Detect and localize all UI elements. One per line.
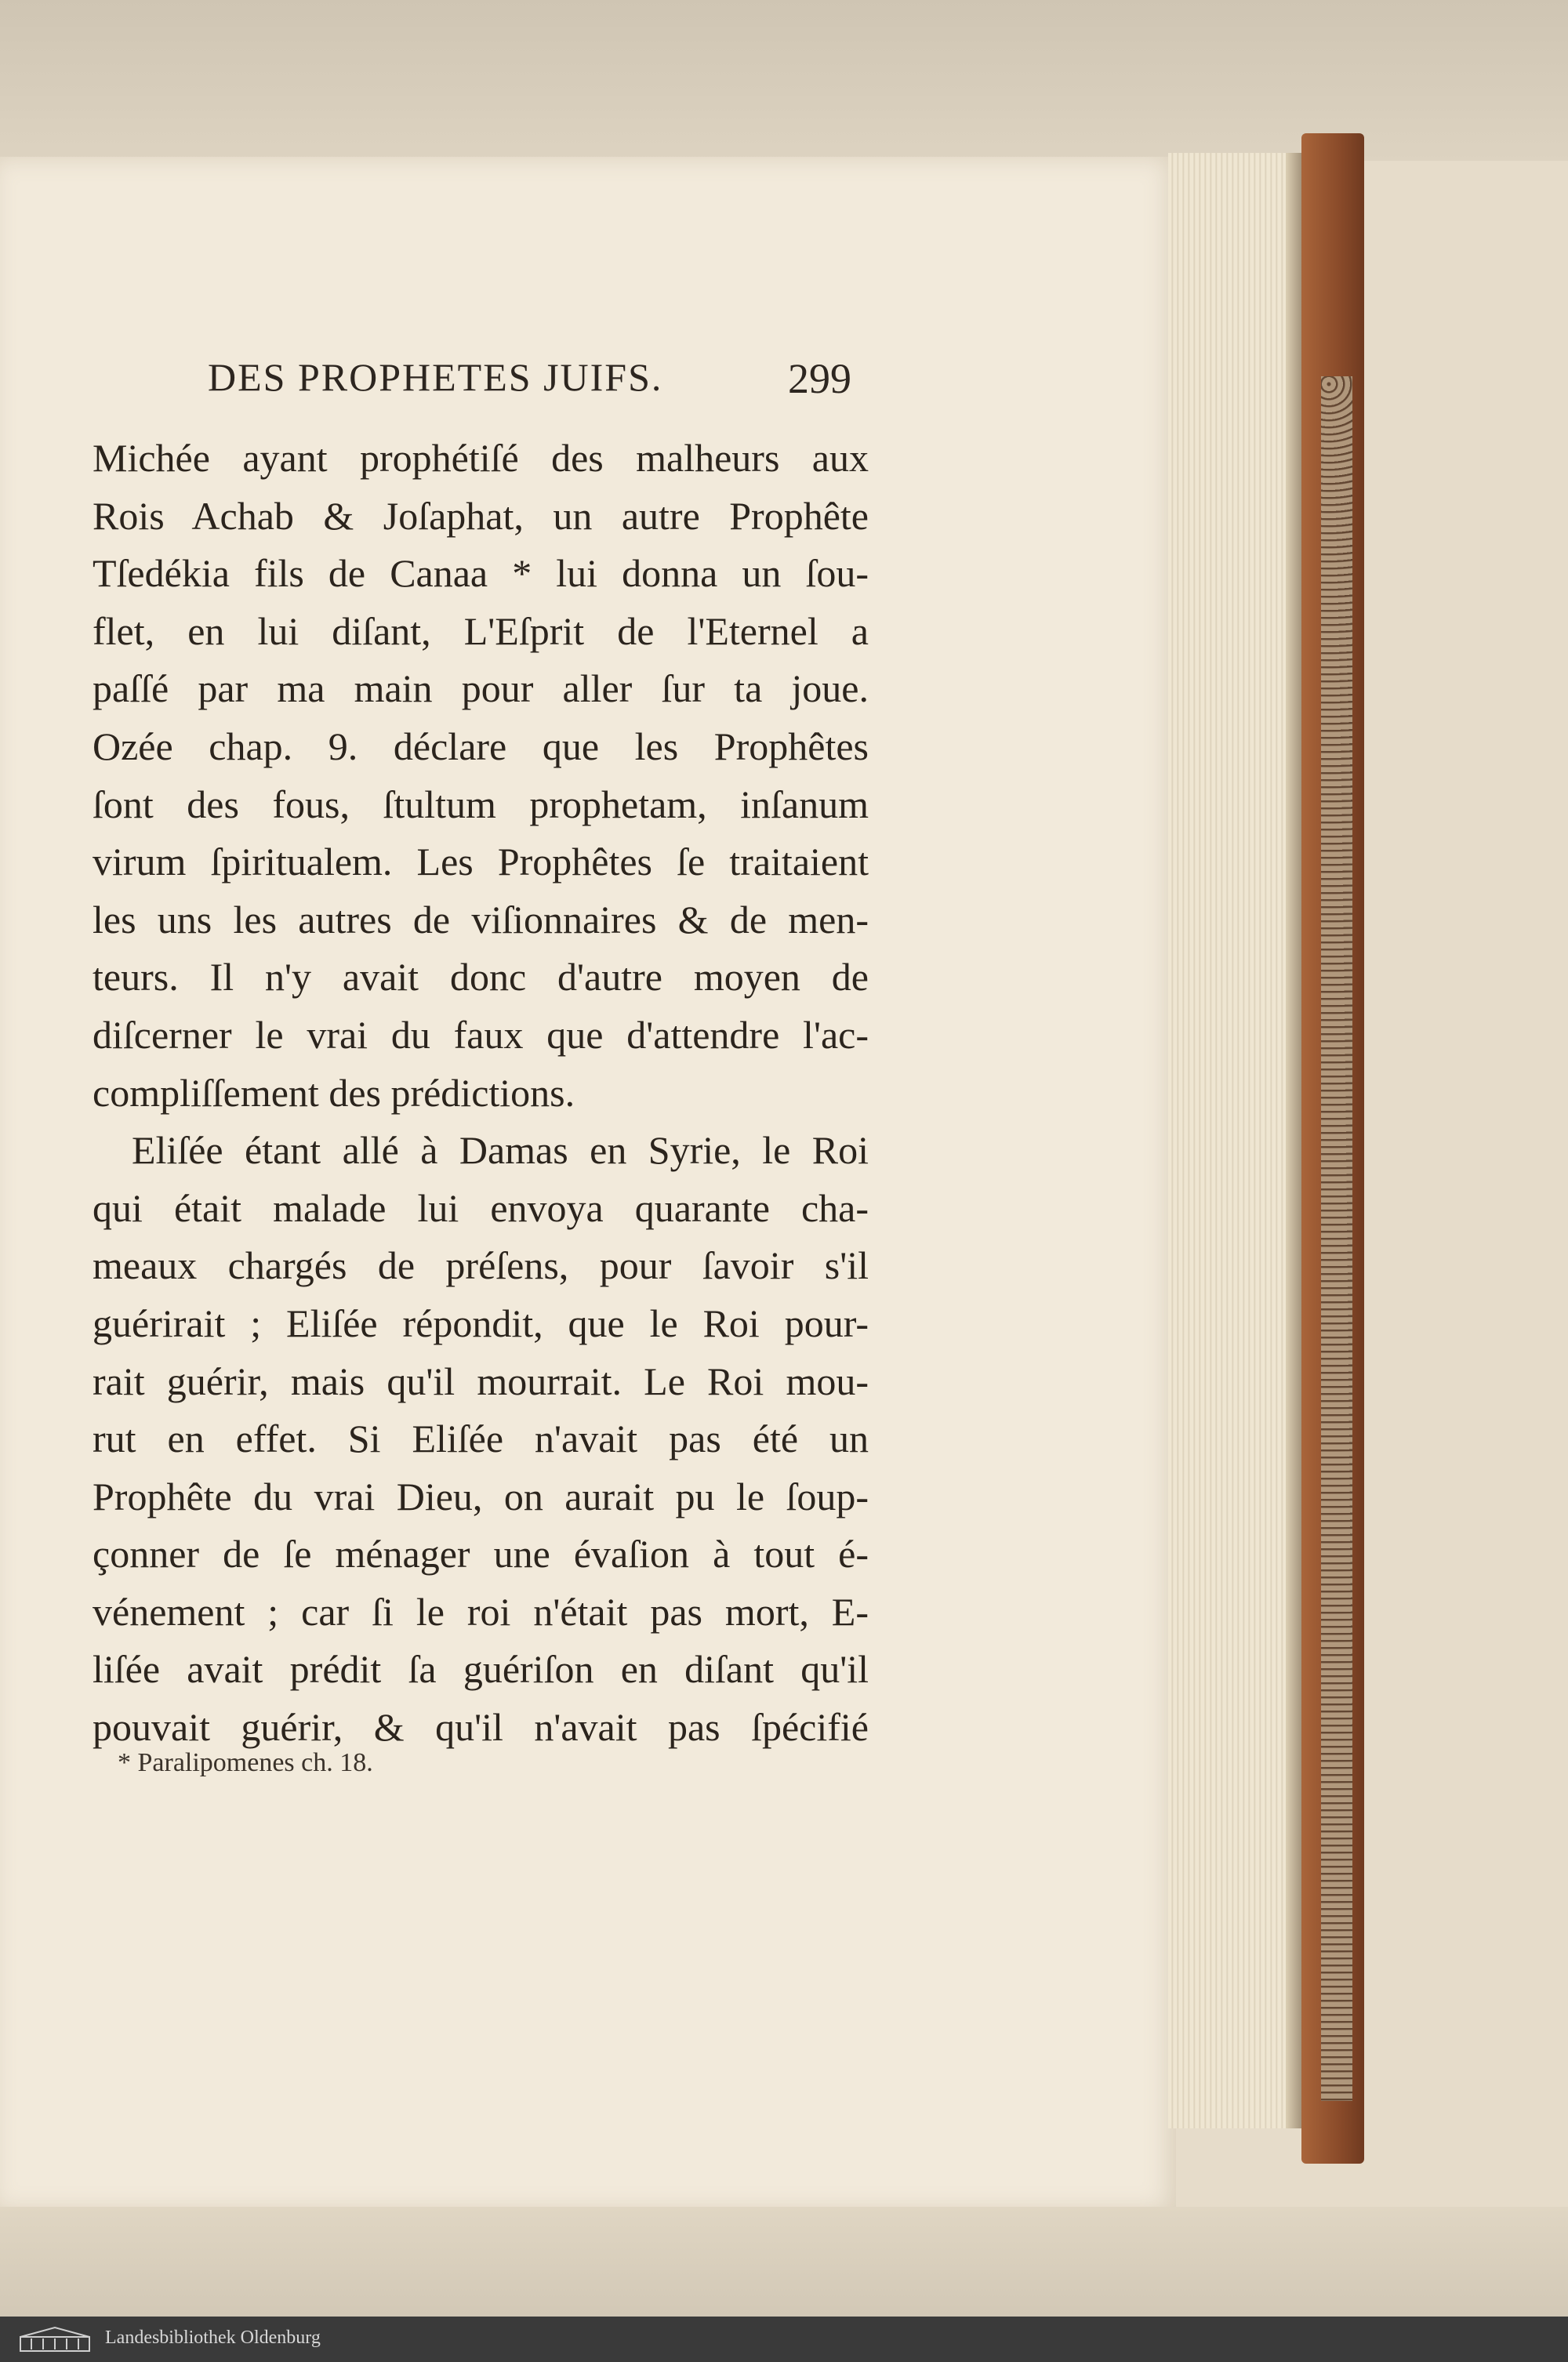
text-line: Ozée chap. 9. déclare que les Prophêtes — [93, 724, 869, 768]
text-line: Tſedékia fils de Canaa * lui donna un ſou- — [93, 551, 869, 596]
text-line: qui était malade lui envoya quarante cha- — [93, 1185, 869, 1230]
text-line: diſcerner le vrai du faux que d'attendre l'ac- — [93, 1012, 869, 1057]
library-name: Landesbibliothek Oldenburg — [105, 2328, 321, 2348]
text-line: virum ſpiritualem. Les Prophêtes ſe traitaient — [93, 840, 869, 884]
library-building-icon — [19, 2326, 91, 2353]
scan-bottom-margin — [0, 2207, 1568, 2317]
text-line: Eliſée étant allé à Damas en Syrie, le Roi — [132, 1128, 869, 1173]
text-line: ſont des fous, ſtultum prophetam, inſanum — [93, 782, 869, 826]
text-line: paſſé par ma main pour aller ſur ta joue. — [93, 666, 869, 711]
text-line: Michée ayant prophétiſé des malheurs aux — [93, 436, 869, 480]
text-line: Rois Achab & Joſaphat, un autre Prophête — [93, 493, 869, 538]
page-edges — [1168, 153, 1286, 2128]
text-line: çonner de ſe ménager une évaſion à tout é- — [93, 1532, 869, 1576]
page-number: 299 — [788, 355, 851, 402]
text-line: rait guérir, mais qu'il mourrait. Le Roi mou- — [93, 1359, 869, 1403]
text-line: meaux chargés de préſens, pour ſavoir s'il — [93, 1243, 869, 1288]
text-line: teurs. Il n'y avait donc d'autre moyen de — [93, 955, 869, 1000]
running-head — [208, 354, 866, 409]
footnote: * Paralipomenes ch. 18. — [118, 1748, 373, 1777]
text-line: rut en effet. Si Eliſée n'avait pas été un — [93, 1417, 869, 1461]
text-line: flet, en lui diſant, L'Eſprit de l'Eternel a — [93, 608, 869, 653]
marbled-endpaper — [1321, 376, 1352, 2101]
text-line: les uns les autres de viſionnaires & de men- — [93, 897, 869, 942]
text-line: Prophête du vrai Dieu, on aurait pu le ſoup- — [93, 1474, 869, 1518]
running-title: DES PROPHETES JUIFS. — [208, 355, 663, 399]
text-line: guérirait ; Eliſée répondit, que le Roi pour- — [93, 1301, 869, 1345]
text-line: liſée avait prédit ſa guériſon en diſant qu'il — [93, 1647, 869, 1692]
text-line: pouvait guérir, & qu'il n'avait pas ſpécifié — [93, 1705, 869, 1750]
text-line: compliſſement des prédictions. — [93, 1070, 575, 1115]
body-text — [93, 430, 869, 1757]
text-line: vénement ; car ſi le roi n'était pas mort, E- — [93, 1589, 869, 1634]
